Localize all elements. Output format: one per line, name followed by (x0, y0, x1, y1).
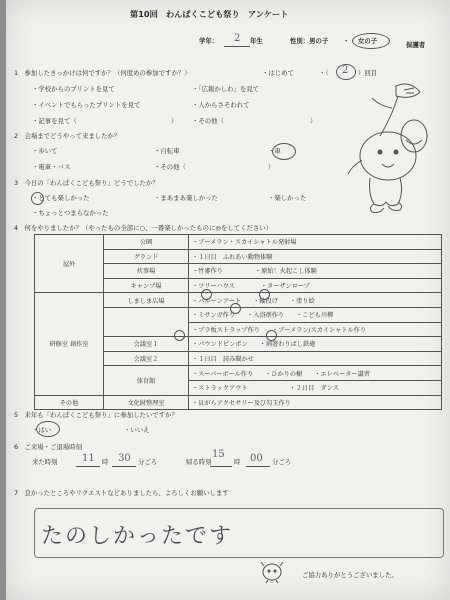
q6-leave-hour-unit: 時 (234, 458, 241, 466)
venue-cell: グランド (104, 249, 189, 264)
table-row (35, 235, 442, 250)
event-item[interactable]: ・バルーンアート (192, 297, 242, 305)
q2-question: 2 会場までどうやって来ましたか？ (14, 132, 121, 140)
events-cell (189, 380, 442, 395)
event-item[interactable]: ・ブーメラン/スカイシャトル作り (271, 326, 367, 334)
q6-arrive-hour-unit: 時 (102, 458, 109, 466)
q5-yes-circle-mark (36, 421, 60, 437)
events-cell (189, 307, 442, 322)
venue-cell: 公園 (104, 235, 189, 250)
gender-girl-circle-mark (352, 33, 390, 49)
q6-arrive-min[interactable]: 30 (118, 453, 131, 464)
grade-value[interactable]: 2 (234, 33, 241, 44)
q1-repeat-circle-mark (336, 64, 356, 80)
q3-very-fun-circle-mark (31, 192, 44, 205)
venue-cell: 会議室２ (104, 351, 189, 366)
grade-label: 学年： (199, 37, 219, 45)
q6-leave-min[interactable]: 00 (250, 453, 263, 464)
q6-leave-min-unit: 分ごろ (272, 458, 292, 466)
event-circle-mark (201, 289, 212, 300)
venue-cell: 会議室１ (104, 337, 189, 352)
q6-arrive-min-unit: 分ごろ (138, 458, 158, 466)
q6-question: 6 ご来場・ご退場時刻 (14, 443, 82, 451)
venue-cell: キャンプ場 (104, 278, 189, 293)
q2-option-other-close: ） (268, 163, 275, 171)
q3-option-fun[interactable]: ・楽しかった (268, 194, 307, 202)
q3-option-very-fun[interactable]: ・とても楽しかった (32, 194, 90, 202)
event-item[interactable]: ・パウンドピンポン (192, 341, 248, 349)
q1-question: 1 参加したきっかけは何ですか？（何度めの参加ですか？） (14, 69, 191, 77)
q6-leave-label: 帰る時刻 (186, 458, 212, 466)
q1-option-article[interactable]: ・記事を見て（ (32, 117, 77, 125)
gender-label: 性別：男の子 (290, 37, 329, 45)
footer-thanks: ご協力ありがとうございました。 (302, 571, 398, 579)
survey-sheet (6, 0, 450, 600)
q1-first-time[interactable]: ・はじめて (262, 69, 294, 77)
mascot-illustration (336, 80, 440, 214)
q1-repeat-prefix: ・（ (319, 69, 329, 77)
venue-cell: しましま広場 (104, 293, 189, 308)
event-item[interactable]: ・スーパーボール作り (192, 370, 254, 378)
q7-answer-text: たのしかったです (41, 524, 234, 549)
event-item[interactable]: ・１日目 ふれあい動物体験 (192, 253, 273, 261)
category-cell: その他 (35, 395, 104, 410)
event-item[interactable]: ・竹審作り (192, 268, 223, 276)
q1-option-other-close: ） (310, 117, 317, 125)
events-cell (189, 293, 442, 308)
q3-option-fairly-fun[interactable]: ・まあまあ楽しかった (154, 194, 218, 202)
grade-underline (224, 46, 250, 47)
events-cell (189, 249, 442, 264)
q2-option-walk[interactable]: ・歩いて (32, 147, 58, 155)
q5-question: 5 来年も「わんぱくこども祭り」に参加したいですか？ (14, 411, 178, 419)
q1-repeat-value[interactable]: 2 (342, 65, 349, 76)
event-circle-mark (266, 330, 277, 341)
table-row (35, 395, 442, 410)
event-item[interactable]: ・割箸わりばし鉄砲 (259, 341, 316, 349)
q4-question: 4 何をやりましたか？（やったもの全部に○、一番楽しかったものに◎をしてください） (14, 224, 273, 232)
gender-separator: ・ (343, 37, 350, 45)
q6-leave-min-underline (246, 466, 270, 467)
q2-option-other[interactable]: ・その他（ (154, 163, 186, 171)
event-item[interactable]: ・ターザンロープ (260, 283, 310, 291)
q1-option-koho[interactable]: ・「広報かしわ」を見て (192, 85, 260, 93)
q6-arrive-label: 来た時刻 (32, 458, 58, 466)
guardian-label[interactable]: 保護者 (406, 41, 426, 49)
events-cell (189, 264, 442, 279)
event-item[interactable]: ・ブーメラン・スカイシャトル発射場 (192, 239, 297, 247)
venue-cell: 炊事場 (104, 264, 189, 279)
q1-repeat-suffix: ）回目 (358, 69, 378, 77)
events-cell (189, 395, 442, 410)
q1-option-event-print[interactable]: ・イベントでもらったプリントを見て (32, 101, 141, 109)
grade-suffix: 年生 (250, 37, 263, 45)
q2-car-circle-mark (272, 143, 296, 160)
q2-option-train-bus[interactable]: ・電車・バス (32, 163, 71, 171)
gender-girl[interactable]: 女の子 (358, 37, 378, 45)
q2-option-bicycle[interactable]: ・自転車 (154, 147, 180, 155)
q5-option-no[interactable]: ・いいえ (124, 426, 150, 434)
venue-cell: 体育館 (104, 366, 189, 395)
q1-option-other[interactable]: ・その他（ (192, 117, 224, 125)
event-item[interactable]: ・エレベーター講習 (314, 370, 370, 378)
events-table (34, 234, 442, 410)
event-item[interactable]: ・原始！火起こし体験 (254, 268, 317, 276)
category-cell: 屋外 (35, 235, 104, 293)
event-item[interactable]: ・貝がらアクセサリー及び勾玉作り (192, 399, 291, 407)
events-cell (189, 278, 442, 293)
q1-option-invited[interactable]: ・人からさそわれて (192, 101, 250, 109)
event-circle-mark (174, 330, 185, 341)
category-cell: 研修室 創作室 (35, 293, 104, 395)
q7-answer-box[interactable] (34, 508, 444, 558)
events-cell (189, 351, 442, 366)
event-item[interactable]: ・こども川柳 (296, 312, 334, 320)
q6-leave-hour-underline (210, 466, 232, 467)
q6-arrive-hour[interactable]: 11 (82, 453, 95, 464)
q6-arrive-hour-underline (76, 466, 100, 467)
venue-cell: 文化財整理室 (104, 395, 189, 410)
event-item[interactable]: ・プラ板ストラップ作り (192, 326, 260, 334)
event-item[interactable]: ・輪投げ (253, 297, 278, 305)
q1-option-article-close: ） (171, 117, 178, 125)
event-item[interactable]: ・ストラックアウト (192, 385, 248, 393)
q6-leave-hour[interactable]: 15 (212, 449, 225, 460)
events-cell (189, 337, 442, 352)
events-cell (189, 235, 442, 250)
q2-option-car[interactable]: ・車 (268, 147, 281, 155)
event-circle-mark (259, 289, 270, 300)
event-item[interactable]: ・２日目 ダンス (289, 385, 339, 393)
event-item[interactable]: ・ミサンガ作り (192, 312, 236, 320)
events-cell (189, 366, 442, 381)
event-item[interactable]: ・１日目 読み聞かせ (192, 356, 254, 364)
q3-question: 3 今日の「わんぱくこども祭り」どうでしたか？ (14, 179, 159, 187)
q6-arrive-min-underline (112, 466, 136, 467)
event-item[interactable]: ・塗り絵 (289, 297, 315, 305)
q3-option-bit-boring[interactable]: ・ちょっとつまらなかった (32, 209, 109, 217)
events-cell (189, 322, 442, 337)
q1-option-school[interactable]: ・学校からのプリントを見て (32, 85, 115, 93)
small-mascot-icon (258, 560, 288, 584)
event-item[interactable]: ・入浴剤作り (246, 312, 285, 320)
q5-option-yes[interactable]: ・はい (32, 426, 52, 434)
event-item[interactable]: ・ひかりの樹 (265, 370, 303, 378)
page-title: 第10回 わんぱくこども祭り アンケート (130, 9, 289, 19)
q7-question: 7 良かったところやリクエストなどありましたら、よろしくお願いします (14, 489, 229, 497)
event-circle-mark (230, 303, 241, 314)
event-item[interactable]: ・ツリーハウス (192, 283, 235, 291)
